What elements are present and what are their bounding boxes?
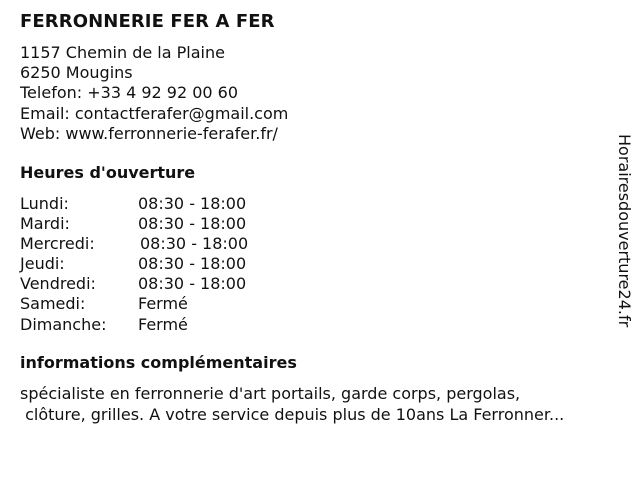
website-line: Web: www.ferronnerie-ferafer.fr/: [20, 123, 278, 143]
day-label: Vendredi:: [20, 274, 96, 294]
business-name: FERRONNERIE FER A FER: [20, 11, 275, 32]
hours-value: 08:30 - 18:00: [138, 254, 247, 274]
hours-row-friday: [20, 274, 280, 294]
day-label: Lundi:: [20, 194, 69, 213]
hours-value: 08:30 - 18:00: [140, 234, 249, 254]
hours-heading: Heures d'ouverture: [20, 163, 196, 182]
hours-table: [20, 194, 280, 335]
contact-block: [20, 43, 288, 144]
address-street: 1157 Chemin de la Plaine: [20, 43, 225, 62]
info-heading: informations complémentaires: [20, 353, 297, 372]
hours-value: 08:30 - 18:00: [138, 274, 247, 294]
email-line: Email: contactferafer@gmail.com: [20, 103, 289, 123]
hours-row-monday: [20, 194, 280, 214]
hours-value: 08:30 - 18:00: [138, 214, 247, 234]
day-label: Mardi:: [20, 214, 70, 234]
info-description: [20, 384, 564, 425]
hours-row-thursday: [20, 254, 280, 274]
day-label: Samedi:: [20, 294, 86, 314]
day-label: Mercredi:: [20, 234, 95, 254]
hours-value: 08:30 - 18:00: [138, 194, 247, 213]
hours-value: Fermé: [138, 314, 188, 334]
hours-row-sunday: [20, 315, 280, 335]
info-line-1: spécialiste en ferronnerie d'art portails, garde corps, pergolas,: [20, 384, 521, 403]
hours-value: Fermé: [138, 294, 188, 314]
info-line-2: clôture, grilles. A votre service depuis plus de 10ans La Ferronner...: [20, 404, 565, 424]
hours-row-wednesday: [20, 234, 280, 254]
phone-line: Telefon: +33 4 92 92 00 60: [20, 83, 239, 103]
day-label: Dimanche:: [20, 314, 107, 334]
site-watermark: [611, 134, 637, 344]
address-city: 6250 Mougins: [20, 63, 133, 83]
hours-row-tuesday: [20, 214, 280, 234]
hours-row-saturday: [20, 294, 280, 314]
day-label: Jeudi:: [20, 254, 65, 274]
watermark-text: Horairesdouverture24.fr: [615, 134, 634, 328]
